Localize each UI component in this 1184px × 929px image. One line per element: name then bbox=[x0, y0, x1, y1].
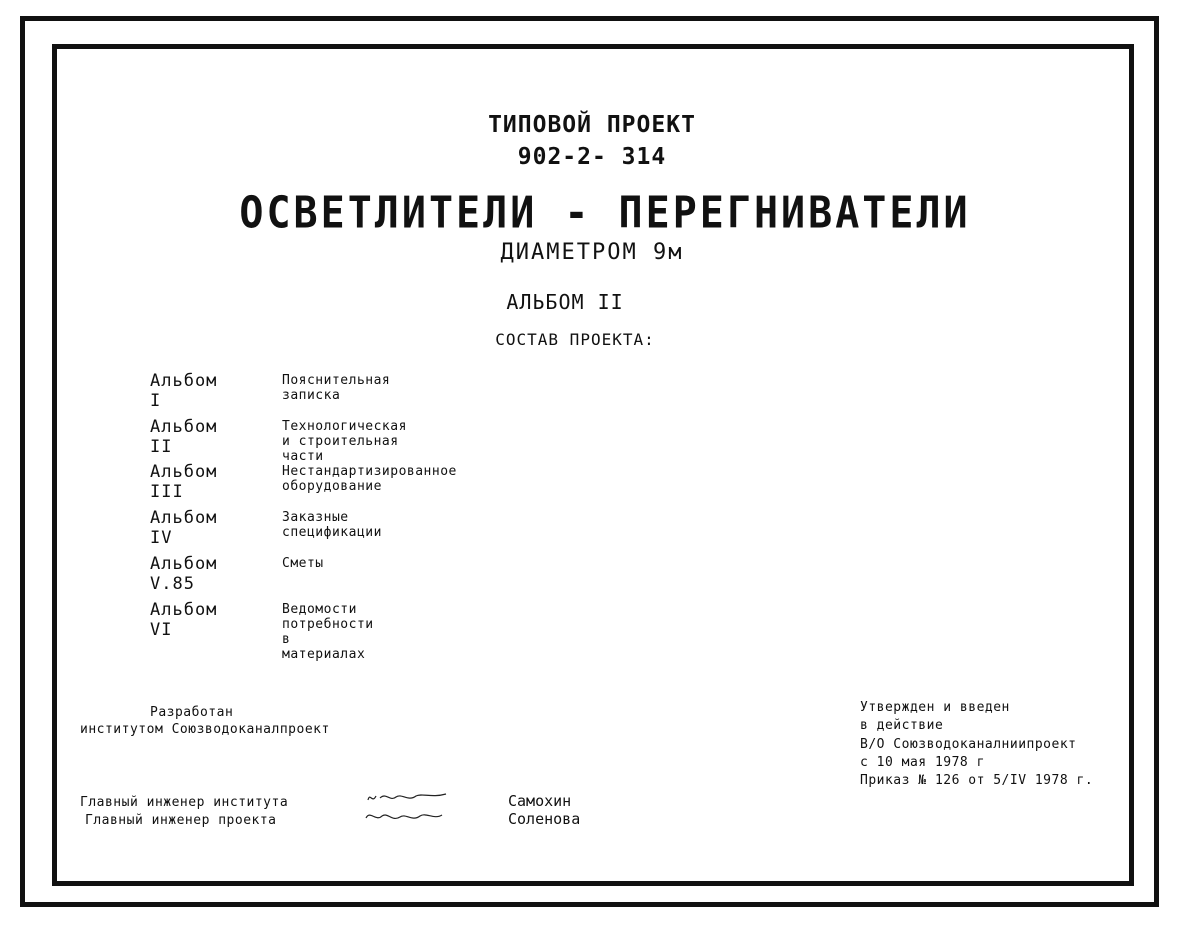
signatory-role: Главный инженер института bbox=[80, 795, 289, 810]
album-label: Альбом I bbox=[150, 371, 218, 411]
document-subtitle: ДИАМЕТРОМ 9м bbox=[500, 240, 684, 265]
current-album: АЛЬБОМ II bbox=[506, 290, 624, 314]
album-description: Нестандартизированное оборудование bbox=[282, 464, 457, 494]
signatory-role: Главный инженер проекта bbox=[85, 813, 277, 828]
project-number: 902-2- 314 bbox=[517, 144, 667, 170]
contents-heading: СОСТАВ ПРОЕКТА: bbox=[495, 330, 655, 349]
signatory-name: Соленова bbox=[508, 810, 581, 828]
handwritten-signatures bbox=[362, 788, 452, 828]
album-label: Альбом II bbox=[150, 417, 218, 457]
approval-date: с 10 мая 1978 г bbox=[860, 755, 985, 770]
signatory-name: Самохин bbox=[508, 792, 572, 810]
album-description: Сметы bbox=[282, 556, 324, 571]
document-title: ОСВЕТЛИТЕЛИ - ПЕРЕГНИВАТЕЛИ bbox=[239, 187, 971, 239]
album-label: Альбом III bbox=[150, 462, 218, 502]
album-description: Ведомости потребности в материалах bbox=[282, 602, 374, 662]
album-label: Альбом IV bbox=[150, 508, 218, 548]
album-label: Альбом V.85 bbox=[150, 554, 218, 594]
album-description: Пояснительная записка bbox=[282, 373, 391, 403]
developer-line: Разработан bbox=[150, 705, 234, 720]
approval-line: Утвержден и введен bbox=[860, 700, 1010, 715]
approval-order: Приказ № 126 от 5/IV 1978 г. bbox=[860, 773, 1094, 788]
project-series: ТИПОВОЙ ПРОЕКТ bbox=[488, 112, 696, 138]
album-description: Заказные спецификации bbox=[282, 510, 382, 540]
album-description: Технологическая и строительная части bbox=[282, 419, 407, 464]
developer-institute: институтом Союзводоканалпроект bbox=[80, 722, 330, 737]
album-label: Альбом VI bbox=[150, 600, 218, 640]
approval-organization: В/О Союзводоканалниипроект bbox=[860, 737, 1077, 752]
approval-line: в действие bbox=[860, 718, 944, 733]
